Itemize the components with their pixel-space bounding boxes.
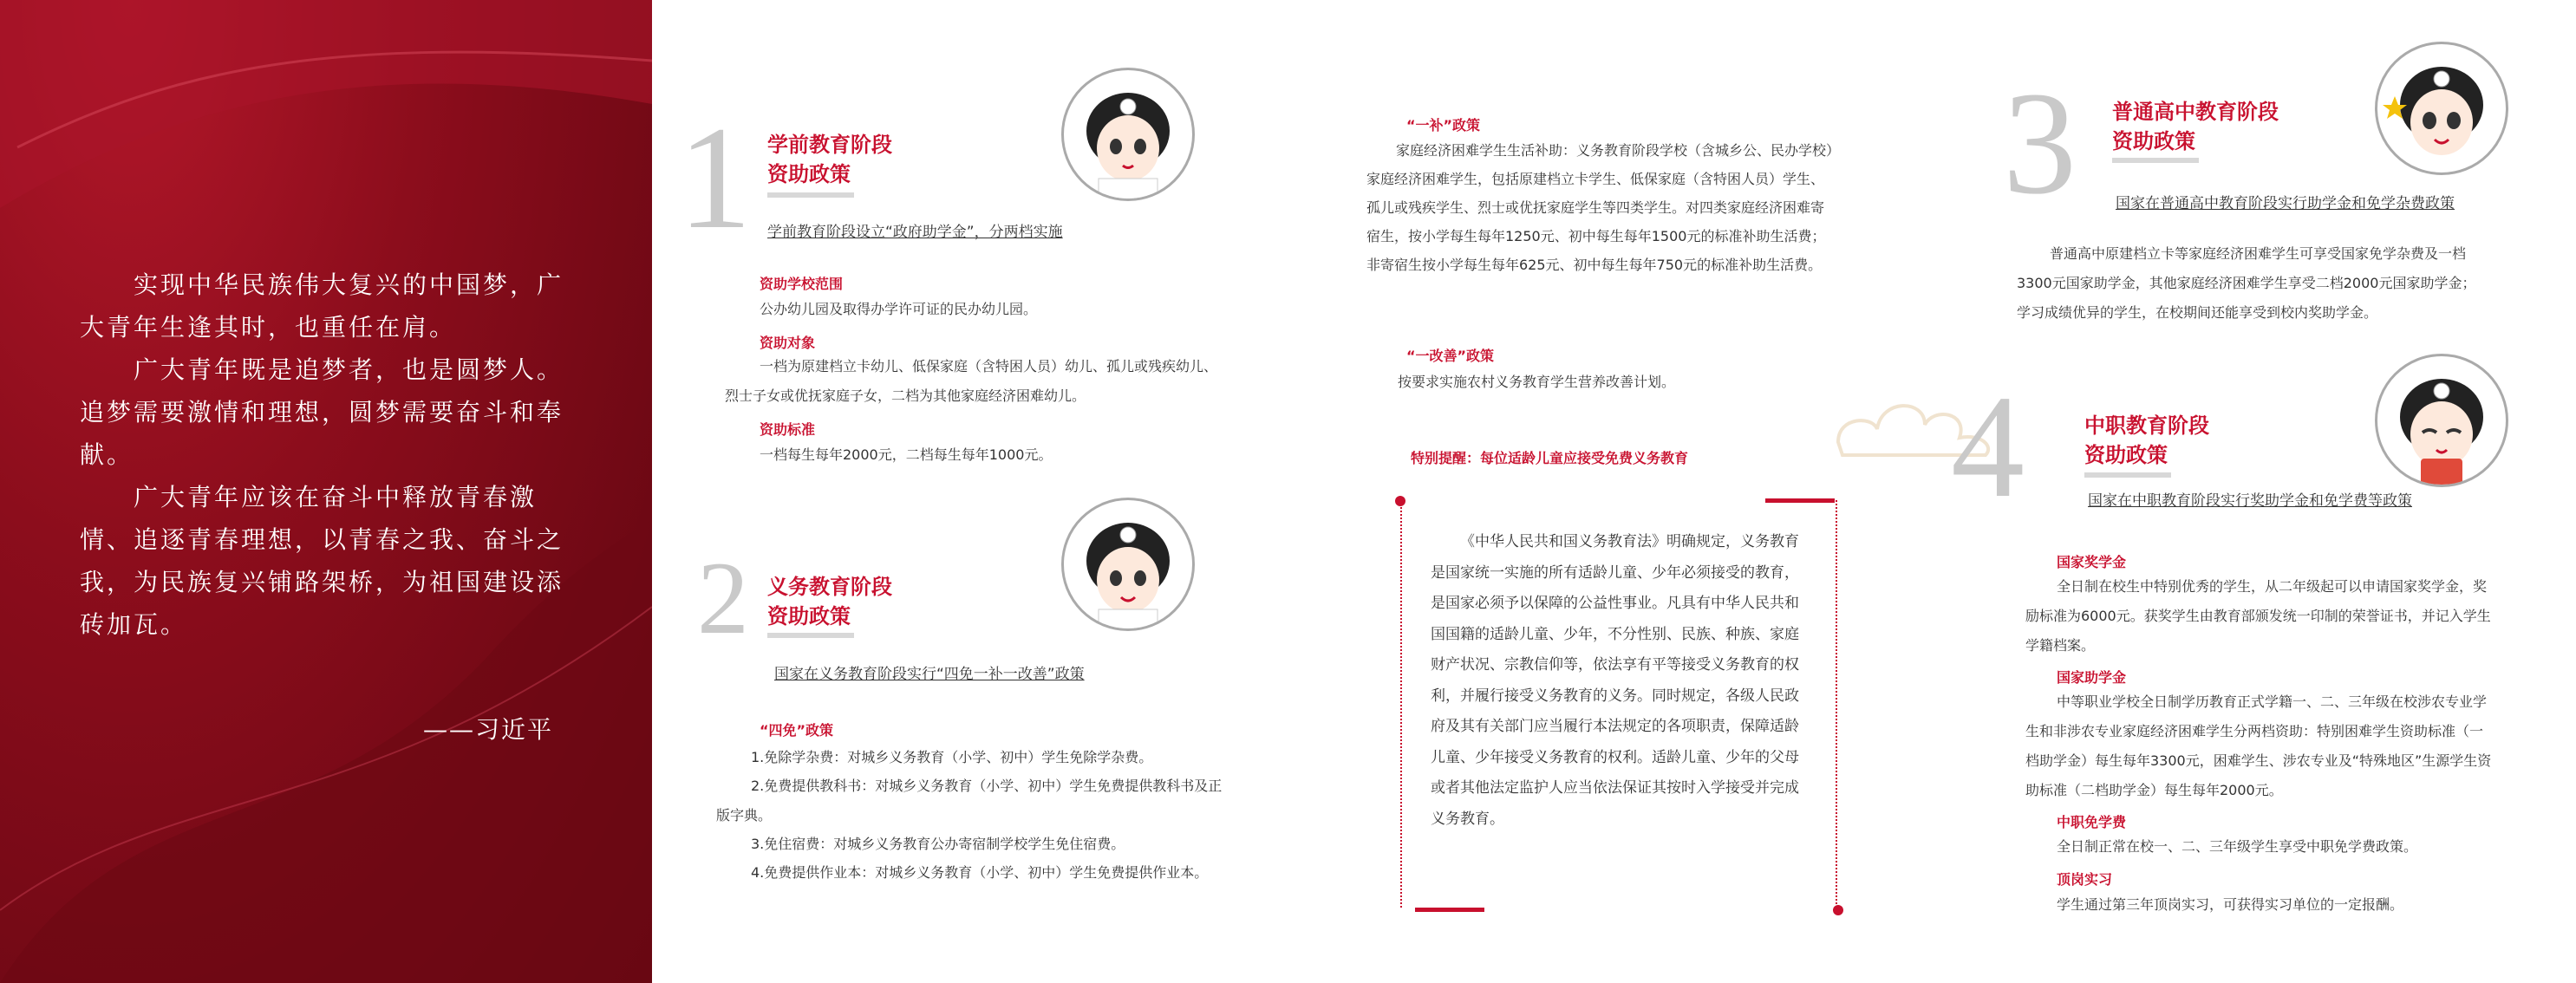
red-cover-panel — [0, 0, 652, 983]
section1-scope-text: 公办幼儿园及取得办学许可证的民办幼儿园。 — [760, 301, 1038, 317]
section2-title-line2: 资助政策 — [767, 604, 851, 628]
internship-text: 学生通过第三年顶岗实习，可获得实习单位的一定报酬。 — [2057, 896, 2404, 913]
section3-title-line2: 资助政策 — [2112, 129, 2195, 153]
section1-subtitle: 学前教育阶段设立“政府助学金”，分两档实施 — [767, 224, 1063, 241]
national-grant-text: 中等职业学校全日制学历教育正式学籍一、二、三年级在校涉农专业学生和非涉农专业家庭经济困难学生分两档资助：特别困难学生资助标准（一档助学金）每生每年3300元，困难学生、涉农专业及“特殊地区”生源学生资助标准（二档助学金）每生每年2000元。 — [2025, 693, 2492, 798]
section-number-3: 3 — [2003, 62, 2077, 225]
quote-paragraph-1: 实现中华民族伟大复兴的中国梦，广大青年生逢其时，也重任在肩。 — [80, 270, 564, 342]
section-number-4: 4 — [1951, 365, 2025, 528]
free-tuition-heading: 中职免学费 — [2057, 814, 2127, 830]
section3-subtitle: 国家在普通高中教育阶段实行助学金和免学杂费政策 — [2116, 195, 2455, 212]
section3-text: 普通高中原建档立卡等家庭经济困难学生可享受国家免学杂费及一档3300元国家助学金，其他家庭经济困难学生享受二档2000元国家助学金；学习成绩优异的学生，在校期间还能享受到校内奖助学金。 — [2017, 245, 2476, 321]
section1-standard-text: 一档每生每年2000元，二档每生每年1000元。 — [760, 446, 1053, 463]
improve-heading: “一改善”政策 — [1406, 348, 1495, 364]
section1-target-text: 一档为原建档立卡幼儿、低保家庭（含特困人员）幼儿、孤儿或残疾幼儿、烈士子女或优抚家庭子女，二档为其他家庭经济困难幼儿。 — [725, 358, 1218, 404]
improve-text: 按要求实施农村义务教育学生营养改善计划。 — [1398, 374, 1676, 390]
section1-title-line2: 资助政策 — [767, 162, 851, 186]
section4-title-line2: 资助政策 — [2084, 443, 2168, 467]
box-bottom-dot — [1833, 905, 1843, 915]
quote-signature: ——习近平 — [423, 715, 554, 744]
section2-title — [767, 572, 993, 631]
cartoon-avatar-3 — [2375, 42, 2508, 175]
title-underline — [767, 192, 854, 198]
one-subsidy-heading: “一补”政策 — [1406, 117, 1481, 133]
section-number-2: 2 — [697, 540, 749, 655]
special-reminder: 特别提醒：每位适龄儿童应接受免费义务教育 — [1411, 450, 1689, 466]
section1-title — [767, 130, 993, 189]
title-underline — [767, 633, 854, 638]
four-free-heading: “四免”政策 — [760, 722, 834, 739]
cartoon-avatar-2 — [1061, 498, 1195, 631]
section1-title-line1: 学前教育阶段 — [767, 133, 892, 157]
box-bottom-bar — [1415, 908, 1484, 912]
four-free-item-1: 1.免除学杂费：对城乡义务教育（小学、初中）学生免除学杂费。 — [751, 749, 1153, 765]
national-scholarship-heading: 国家奖学金 — [2057, 554, 2127, 570]
section1-scope-heading: 资助学校范围 — [760, 276, 844, 292]
free-tuition-text: 全日制正常在校一、二、三年级学生享受中职免学费政策。 — [2057, 838, 2418, 855]
section4-subtitle: 国家在中职教育阶段实行奖助学金和免学费等政策 — [2088, 492, 2412, 510]
section4-title — [2084, 411, 2310, 470]
cartoon-avatar-4 — [2375, 354, 2508, 487]
title-underline — [2112, 158, 2199, 163]
national-grant-heading: 国家助学金 — [2057, 669, 2127, 686]
four-free-item-4: 4.免费提供作业本：对城乡义务教育（小学、初中）学生免费提供作业本。 — [751, 864, 1209, 881]
one-subsidy-text: 家庭经济困难学生生活补助：义务教育阶段学校（含城乡公、民办学校）家庭经济困难学生，包括原建档立卡学生、低保家庭（含特困人员）学生、孤儿或残疾学生、烈士或优抚家庭学生等四类学生。对四类家庭经济困难寄宿生，按小学每生每年1250元、初中每生每年1500元的标准补助生活费；非寄宿生按小学每生每年625元、初中每生每年750元的标准补助生活费。 — [1366, 142, 1834, 273]
law-text: 《中华人民共和国义务教育法》明确规定，义务教育是国家统一实施的所有适龄儿童、少年必须接受的教育，是国家必须予以保障的公益性事业。凡具有中华人民共和国国籍的适龄儿童、少年，不分性别、民族、种族、家庭财产状况、宗教信仰等，依法享有平等接受义务教育的权利，并履行接受义务教育的义务。同时规定，各级人民政府及其有关部门应当履行本法规定的各项职责，保障适龄儿童、少年接受义务教育的权利。适龄儿童、少年的父母或者其他法定监护人应当依法保证其按时入学接受并完成义务教育。 — [1431, 533, 1799, 828]
section3-title — [2112, 97, 2338, 156]
quote-text — [80, 264, 583, 646]
section4-title-line1: 中职教育阶段 — [2084, 413, 2209, 438]
section2-subtitle: 国家在义务教育阶段实行“四免一补一改善”政策 — [774, 666, 1085, 683]
four-free-item-2: 2.免费提供教科书：对城乡义务教育（小学、初中）学生免费提供教科书及正版字典。 — [716, 778, 1223, 824]
section1-target-heading: 资助对象 — [760, 335, 816, 351]
section2-title-line1: 义务教育阶段 — [767, 575, 892, 599]
section1-standard-heading: 资助标准 — [760, 421, 816, 438]
quote-paragraph-3: 广大青年应该在奋斗中释放青春激情、追逐青春理想，以青春之我、奋斗之我，为民族复兴铺路架桥，为祖国建设添砖加瓦。 — [80, 483, 564, 639]
title-underline — [2084, 472, 2171, 478]
four-free-item-3: 3.免住宿费：对城乡义务教育公办寄宿制学校学生免住宿费。 — [751, 836, 1125, 852]
quote-paragraph-2: 广大青年既是追梦者，也是圆梦人。追梦需要激情和理想，圆梦需要奋斗和奉献。 — [80, 355, 564, 469]
section-number-1: 1 — [678, 96, 752, 259]
internship-heading: 顶岗实习 — [2057, 871, 2113, 888]
national-scholarship-text: 全日制在校生中特别优秀的学生，从二年级起可以申请国家奖学金，奖励标准为6000元。获奖学生由教育部颁发统一印制的荣誉证书，并记入学生学籍档案。 — [2025, 578, 2491, 654]
section3-title-line1: 普通高中教育阶段 — [2112, 100, 2279, 124]
cartoon-avatar-1 — [1061, 68, 1195, 201]
